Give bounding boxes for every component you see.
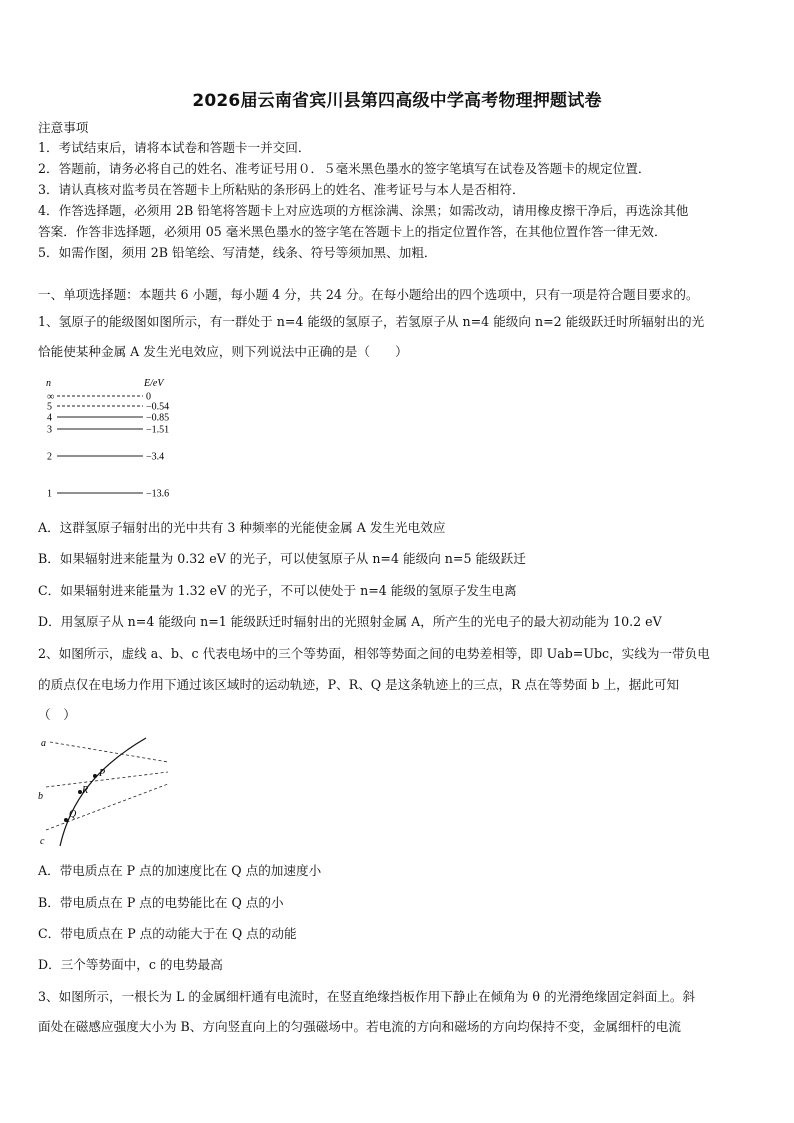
q2-stem-line: （ ） xyxy=(38,707,76,722)
energy-axis-label: E/eV xyxy=(144,378,164,389)
equipotential-line-b xyxy=(46,772,168,787)
level-energy-label: −13.6 xyxy=(146,488,170,500)
level-energy-label: −0.54 xyxy=(146,401,170,413)
q1-option-c: C．如果辐射进来能量为 1.32 eV 的光子，不可以使处于 n=4 能级的氢原子发生电离 xyxy=(38,583,517,598)
q2-option-d: D．三个等势面中，c 的电势最高 xyxy=(38,957,223,972)
equipotential-diagram xyxy=(36,732,172,850)
q2-stem-line: 的质点仅在电场力作用下通过该区域时的运动轨迹，P、R、Q 是这条轨迹上的三点，R 点在等势面 b 上，据此可知 xyxy=(38,677,680,692)
notice-item: 3．请认真核对监考员在答题卡上所粘贴的条形码上的姓名、准考证号与本人是否相符． xyxy=(38,182,525,197)
label-P: P xyxy=(99,768,106,779)
q3-stem-line: 面处在磁感应强度大小为 B、方向竖直向上的匀强磁场中。若电流的方向和磁场的方向均保持不变，金属细杆的电流 xyxy=(38,1019,681,1034)
q2-option-a: A．带电质点在 P 点的加速度比在 Q 点的加速度小 xyxy=(38,863,322,878)
page-title: 2026届云南省宾川县第四高级中学高考物理押题试卷 xyxy=(192,91,602,111)
level-n-label: 3 xyxy=(47,424,52,436)
label-Q: Q xyxy=(69,809,77,820)
notice-item: 1．考试结束后，请将本试卷和答题卡一并交回． xyxy=(38,140,311,155)
equipotential-line-a xyxy=(50,742,168,762)
n-axis-label: n xyxy=(46,378,51,389)
q1-stem-line: 恰能使某种金属 A 发生光电效应，则下列说法中正确的是（ ） xyxy=(38,344,408,359)
notice-item: 答案．作答非选择题，必须用 05 毫米黑色墨水的签字笔在答题卡上的指定位置作答，在其他位置作答一律无效． xyxy=(38,224,667,239)
energy-level-diagram xyxy=(40,374,190,502)
notice-item: 5．如需作图，须用 2B 铅笔绘、写清楚，线条、符号等须加黑、加粗． xyxy=(38,245,437,260)
level-energy-label: 0 xyxy=(146,391,151,403)
trajectory-curve xyxy=(60,738,146,846)
q1-option-d: D．用氢原子从 n=4 能级向 n=1 能级跃迁时辐射出的光照射金属 A，所产生的光电子的最大初动能为 10.2 eV xyxy=(38,614,662,629)
q2-option-b: B．带电质点在 P 点的电势能比在 Q 点的小 xyxy=(38,895,284,910)
label-c: c xyxy=(40,836,45,847)
notice-item: 4．作答选择题，必须用 2B 铅笔将答题卡上对应选项的方框涂满、涂黑；如需改动，请用橡皮擦干净后，再选涂其他 xyxy=(38,203,689,218)
level-n-label: 1 xyxy=(47,488,52,500)
level-n-label: 2 xyxy=(47,451,52,463)
notice-item: 2．答题前，请务必将自己的姓名、准考证号用０．５毫米黑色墨水的签字笔填写在试卷及答题卡的规定位置． xyxy=(38,161,651,176)
label-a: a xyxy=(41,738,46,749)
level-energy-label: −1.51 xyxy=(146,424,170,436)
label-R: R xyxy=(82,785,89,796)
label-b: b xyxy=(38,791,43,802)
level-energy-label: −0.85 xyxy=(146,412,170,424)
level-n-label: ∞ xyxy=(47,391,55,403)
equipotential-line-c xyxy=(46,784,168,830)
q1-stem-line: 1、氢原子的能级图如图所示，有一群处于 n=4 能级的氢原子，若氢原子从 n=4 能级向 n=2 能级跃迁时所辐射出的光 xyxy=(38,314,705,329)
q1-option-b: B．如果辐射进来能量为 0.32 eV 的光子，可以使氢原子从 n=4 能级向 n=5 能级跃迁 xyxy=(38,551,526,566)
energy-levels xyxy=(47,392,169,500)
q2-option-c: C．带电质点在 P 点的动能大于在 Q 点的动能 xyxy=(38,926,297,941)
q1-option-a: A．这群氢原子辐射出的光中共有 3 种频率的光能使金属 A 发生光电效应 xyxy=(38,520,446,535)
notice-heading: 注意事项 xyxy=(38,120,89,135)
point-P xyxy=(93,774,97,778)
level-n-label: 4 xyxy=(47,412,52,424)
point-Q xyxy=(64,818,68,822)
level-energy-label: −3.4 xyxy=(146,451,165,463)
q3-stem-line: 3、如图所示，一根长为 L 的金属细杆通有电流时，在竖直绝缘挡板作用下静止在倾角为 θ 的光滑绝缘固定斜面上。斜 xyxy=(38,989,696,1004)
q2-stem-line: 2、如图所示，虚线 a、b、c 代表电场中的三个等势面，相邻等势面之间的电势差相等，即 Uab=Ubc，实线为一带负电 xyxy=(38,646,710,661)
section-heading: 一、单项选择题：本题共 6 小题，每小题 4 分，共 24 分。在每小题给出的四个选项中，只有一项是符合题目要求的。 xyxy=(38,287,699,302)
level-n-label: 5 xyxy=(47,401,52,413)
